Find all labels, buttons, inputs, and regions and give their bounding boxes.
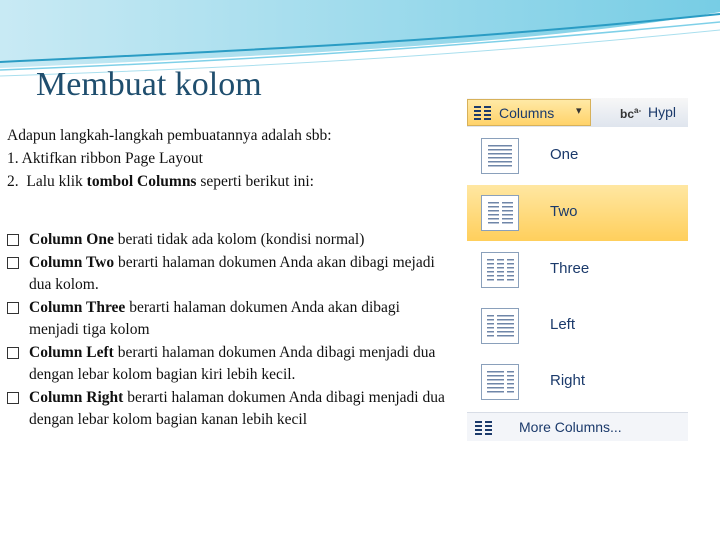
bullet-term: Column Right [29, 388, 124, 406]
bullet-text: berarti halaman dokumen Anda dibagi menjadi dua dengan lebar kolom bagian kanan lebih kecil [29, 388, 445, 428]
bullet-list [7, 229, 447, 432]
intro-text [7, 124, 457, 193]
more-columns-icon [475, 421, 493, 435]
bullet-box-icon [7, 347, 19, 359]
more-columns-item[interactable] [467, 412, 688, 441]
bullet-box-icon [7, 257, 19, 269]
menu-item-label: Right [550, 372, 586, 389]
hyphenation-icon: $bc^{a-}$ [620, 106, 642, 121]
one-column-icon [481, 138, 519, 174]
bullet-column-three [7, 297, 447, 342]
bullet-text: berarti halaman dokumen Anda dibagi menjadi dua dengan lebar kolom bagian kiri lebih kecil. [29, 343, 436, 383]
bullet-term: Column Left [29, 343, 114, 361]
two-column-icon [481, 195, 519, 231]
menu-item-left[interactable] [467, 298, 688, 354]
menu-item-right[interactable] [467, 354, 688, 410]
bullet-term: Column One [29, 231, 114, 248]
intro-step-1: 1. Aktifkan ribbon Page Layout [7, 150, 203, 167]
bullet-column-right [7, 387, 447, 432]
menu-item-label: One [550, 146, 579, 163]
columns-button-label: Columns [499, 105, 555, 121]
chevron-down-icon: ▾ [576, 105, 582, 117]
ribbon-bar [467, 98, 688, 127]
bullet-term: Column Three [29, 298, 126, 316]
menu-item-three[interactable] [467, 242, 688, 298]
slide-title: Membuat kolom [36, 66, 262, 103]
bullet-box-icon [7, 392, 19, 404]
menu-item-label: Three [550, 260, 590, 277]
columns-icon [474, 106, 492, 120]
menu-item-label: Left [550, 316, 576, 333]
intro-step-2: 2. Lalu klik tombol Columns seperti berikut ini: [7, 173, 314, 190]
three-column-icon [481, 252, 519, 288]
bullet-text: berati tidak ada kolom (kondisi normal) [113, 231, 365, 248]
bullet-text: berarti halaman dokumen Anda akan dibagi mejadi dua kolom. [29, 253, 435, 293]
bullet-column-two [7, 252, 447, 297]
intro-line: Adapun langkah-langkah pembuatannya adalah sbb: [7, 127, 332, 144]
bullet-box-icon [7, 302, 19, 314]
bullet-column-left [7, 342, 447, 387]
menu-item-one[interactable] [467, 128, 688, 184]
left-column-icon [481, 308, 519, 344]
bullet-box-icon [7, 234, 19, 246]
right-column-icon [481, 364, 519, 400]
menu-item-two[interactable] [467, 185, 688, 241]
more-columns-label: More Columns... [519, 419, 622, 435]
bullet-term: Column Two [29, 253, 115, 271]
hyphenation-button-label[interactable]: Hypl [648, 104, 677, 120]
columns-dropdown-screenshot [467, 98, 688, 440]
bullet-column-one [7, 229, 447, 252]
bullet-text: berarti halaman dokumen Anda akan dibagi menjadi tiga kolom [29, 298, 400, 338]
menu-item-label: Two [550, 203, 578, 220]
columns-button[interactable] [467, 99, 591, 126]
